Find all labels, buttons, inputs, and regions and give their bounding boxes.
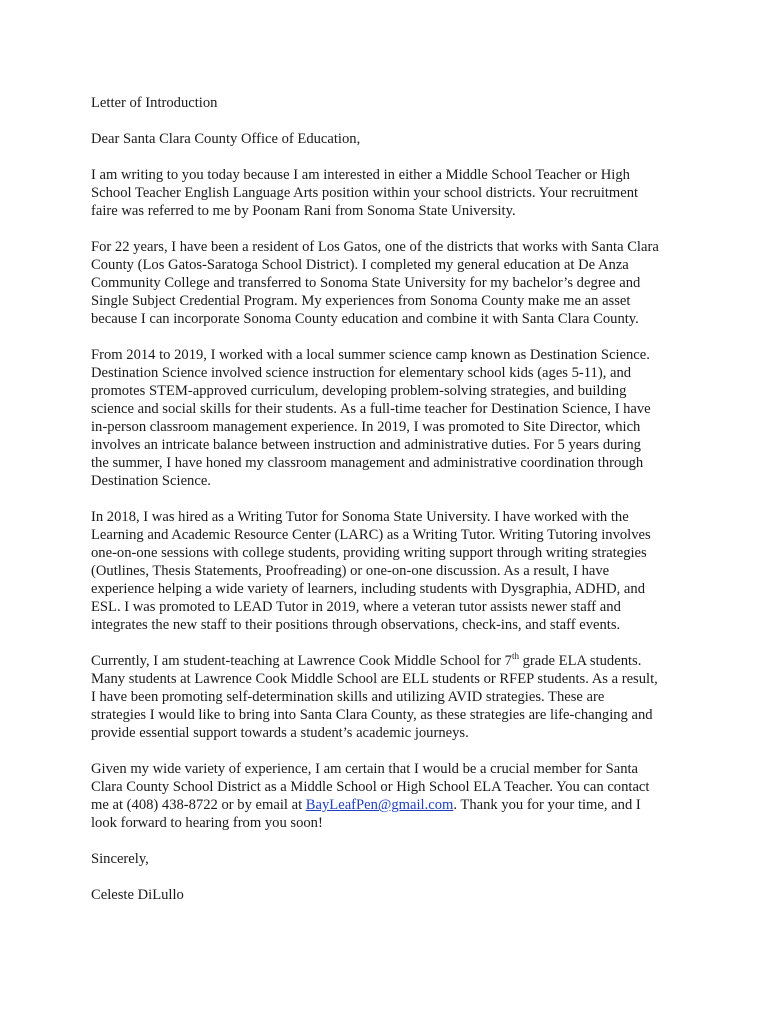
paragraph-line: provide essential support towards a student’s academic journeys. [91,725,469,741]
paragraph-line: Single Subject Credential Program. My experiences from Sonoma County make me an asset [91,293,631,309]
paragraph-3 [91,346,681,490]
paragraph-line: School Teacher English Language Arts position within your school districts. Your recruitment [91,185,639,201]
paragraph-line: faire was referred to me by Poonam Rani from Sonoma State University. [91,203,516,219]
paragraph-line [91,652,681,670]
paragraph-line: look forward to hearing from you soon! [91,815,323,831]
paragraph-line: science and social skills for their students. As a full-time teacher for Destination Science, I have [91,401,651,417]
text-run: grade ELA students. [518,653,642,669]
paragraph-line: Given my wide variety of experience, I am certain that I would be a crucial member for Santa [91,761,639,777]
text-run: . Thank you for your time, and I [453,797,641,813]
paragraph-line: the summer, I have honed my classroom management and administrative coordination through [91,455,644,471]
paragraph-line: I am writing to you today because I am interested in either a Middle School Teacher or High [91,167,630,183]
email-link[interactable]: BayLeafPen@gmail.com [305,797,454,813]
paragraph-line: Many students at Lawrence Cook Middle School are ELL students or RFEP students. As a result, [91,671,658,687]
paragraph-2 [91,238,681,328]
paragraph-line: County (Los Gatos-Saratoga School District). I completed my general education at De Anza [91,257,629,273]
paragraph-line: Learning and Academic Resource Center (LARC) as a Writing Tutor. Writing Tutoring involves [91,527,651,543]
signature-name: Celeste DiLullo [91,887,184,903]
paragraph-5 [91,652,681,742]
paragraph-line: (Outlines, Thesis Statements, Proofreading) or one-on-one discussion. As a result, I have [91,563,610,579]
letter-title: Letter of Introduction [91,95,218,111]
paragraph-line: promotes STEM-approved curriculum, developing problem-solving strategies, and building [91,383,627,399]
paragraph-6 [91,760,681,832]
paragraph-line: ESL. I was promoted to LEAD Tutor in 2019, where a veteran tutor assists newer staff and [91,599,621,615]
paragraph-line: Community College and transferred to Sonoma State University for my bachelor’s degree and [91,275,641,291]
paragraph-line [91,796,681,814]
paragraph-line: involves an intricate balance between instruction and administrative duties. For 5 years during [91,437,641,453]
paragraph-line: Destination Science involved science instruction for elementary school kids (ages 5-11), and [91,365,632,381]
paragraph-line: Clara County School District as a Middle School or High School ELA Teacher. You can contact [91,779,650,795]
paragraph-line: From 2014 to 2019, I worked with a local summer science camp known as Destination Science. [91,347,650,363]
paragraph-1 [91,166,681,220]
closing: Sincerely, [91,851,149,867]
paragraph-line: integrates the new staff to their positions through observations, check-ins, and staff events. [91,617,621,633]
text-run: Currently, I am student-teaching at Lawrence Cook Middle School for 7 [91,653,512,669]
paragraph-line: in-person classroom management experience. In 2019, I was promoted to Site Director, which [91,419,641,435]
paragraph-line: In 2018, I was hired as a Writing Tutor for Sonoma State University. I have worked with the [91,509,629,525]
superscript: th [511,651,519,661]
paragraph-line: I have been promoting self-determination skills and utilizing AVID strategies. These are [91,689,605,705]
paragraph-4 [91,508,681,634]
paragraph-line: because I can incorporate Sonoma County education and combine it with Santa Clara County. [91,311,639,327]
paragraph-line: Destination Science. [91,473,211,489]
paragraph-line: one-on-one sessions with college students, providing writing support through writing strategies [91,545,647,561]
paragraph-line: strategies I would like to bring into Santa Clara County, as these strategies are life-changing and [91,707,653,723]
text-run: me at (408) 438-8722 or by email at [91,797,306,813]
paragraph-line: experience helping a wide variety of learners, including students with Dysgraphia, ADHD, and [91,581,645,597]
salutation: Dear Santa Clara County Office of Education, [91,131,361,147]
paragraph-line: For 22 years, I have been a resident of Los Gatos, one of the districts that works with Santa Clara [91,239,659,255]
letter-body [91,94,681,922]
